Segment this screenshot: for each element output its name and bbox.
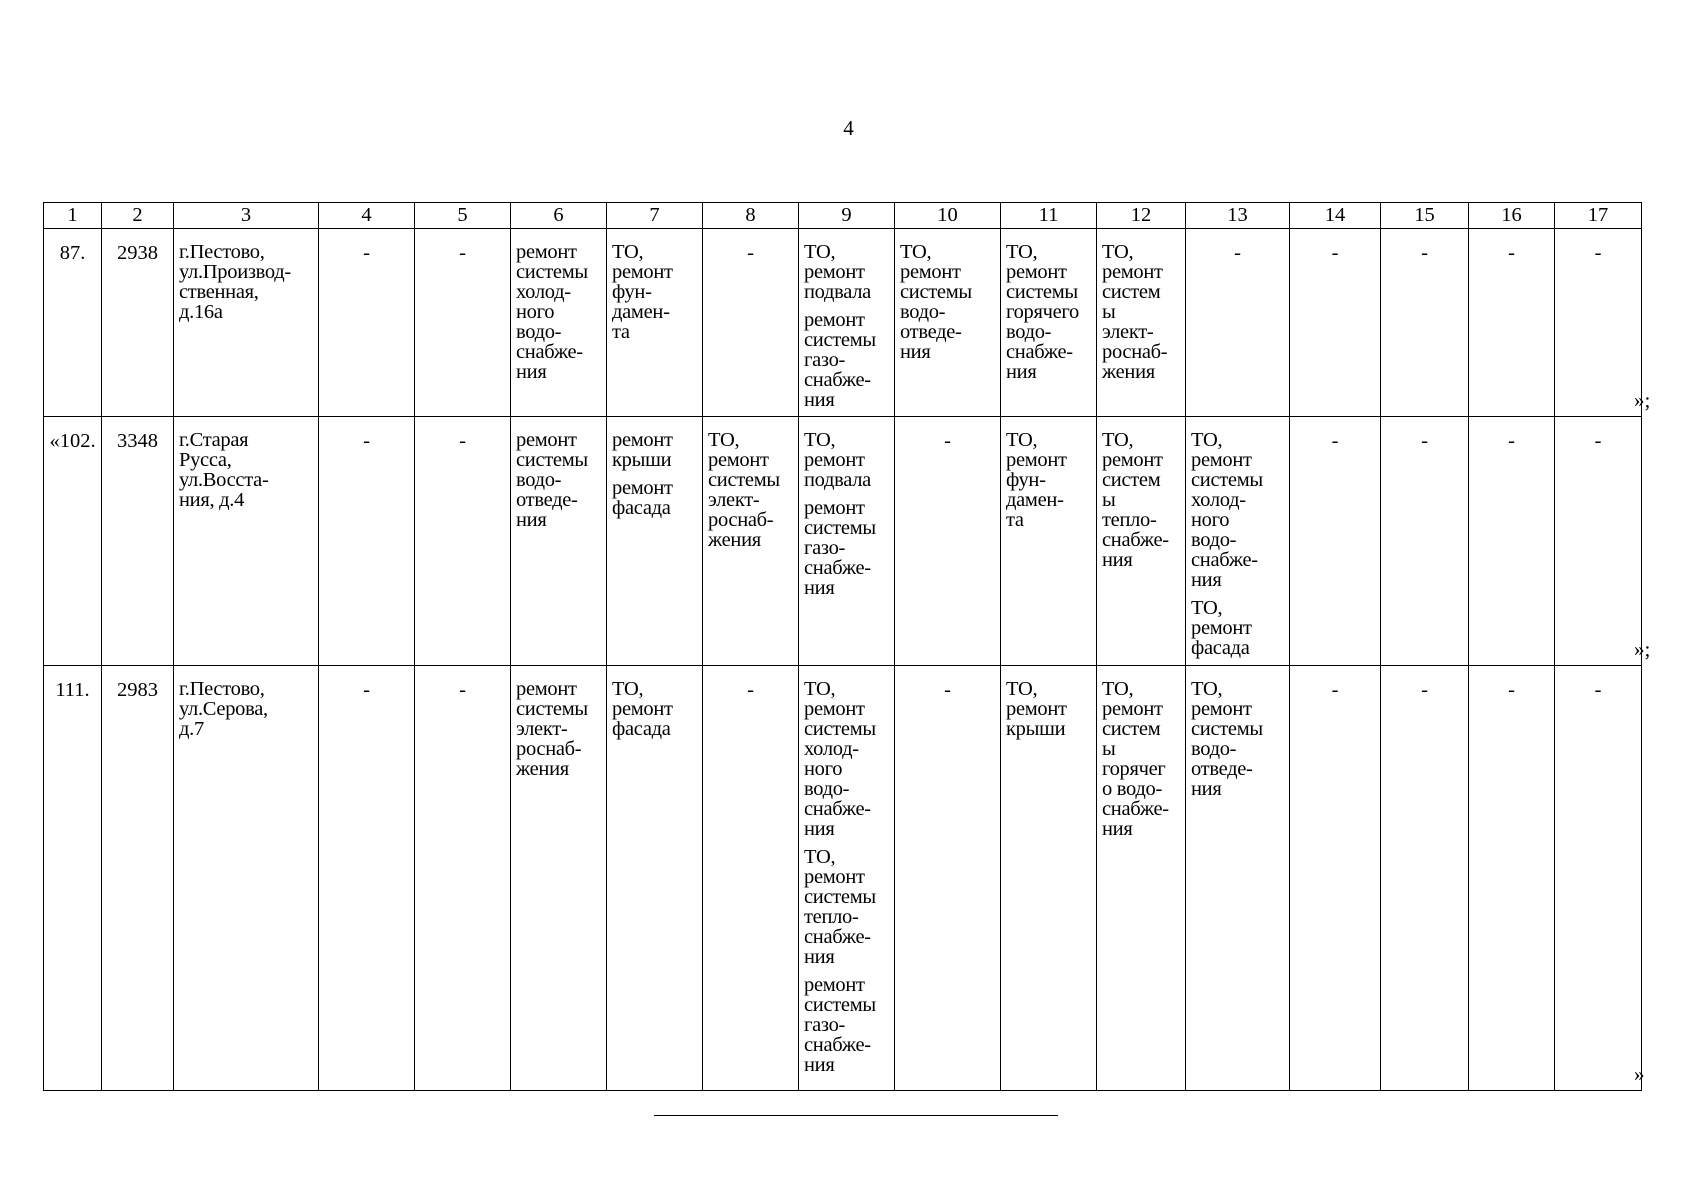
dash: - xyxy=(1421,430,1428,452)
empty-cell-col15 xyxy=(1381,417,1469,666)
work-entry: ремонт системы водо- отведе- ния xyxy=(516,429,588,531)
work-entry: ремонт крыши xyxy=(612,429,673,471)
address-cell xyxy=(174,417,319,666)
work-entry: ТО, ремонт системы элект- роснаб- жения xyxy=(708,429,780,551)
work-cell-col6 xyxy=(511,417,607,666)
work-cell-col9 xyxy=(799,666,895,1091)
work-cell-col11 xyxy=(1001,417,1097,666)
dash: - xyxy=(459,679,466,701)
work-entry: ТО, ремонт системы холод- ного водо- снабже- ния xyxy=(1191,429,1263,591)
work-entry: ремонт фасада xyxy=(612,477,673,519)
work-cell-col8 xyxy=(703,417,799,666)
empty-cell-col17 xyxy=(1555,229,1642,417)
column-number-10: 10 xyxy=(895,203,1001,229)
row-end-mark: » xyxy=(1634,1062,1645,1086)
column-number-1: 1 xyxy=(44,203,102,229)
work-entry: ТО, ремонт крыши xyxy=(1006,678,1067,740)
row-number: 111. xyxy=(55,679,90,701)
column-number-6: 6 xyxy=(511,203,607,229)
work-cell-col12 xyxy=(1097,229,1186,417)
dash: - xyxy=(1421,242,1428,264)
closing-rule xyxy=(654,1115,1058,1116)
row-end-mark: »; xyxy=(1634,388,1651,412)
empty-cell-col16 xyxy=(1469,666,1555,1091)
column-number-17: 17 xyxy=(1555,203,1642,229)
work-entry: ремонт системы газо- снабже- ния xyxy=(804,497,876,599)
address: г.Пестово, ул.Производ- ственная, д.16а xyxy=(179,241,291,323)
building-code: 3348 xyxy=(117,430,158,452)
empty-cell-col10 xyxy=(895,666,1001,1091)
dash: - xyxy=(1594,430,1602,452)
dash: - xyxy=(747,242,754,264)
empty-cell-col16 xyxy=(1469,229,1555,417)
work-entry: ремонт системы холод- ного водо- снабже- ния xyxy=(516,241,588,383)
work-cell-col10 xyxy=(895,229,1001,417)
empty-cell-col5 xyxy=(415,229,511,417)
empty-cell-col13 xyxy=(1186,229,1290,417)
empty-cell-col8 xyxy=(703,666,799,1091)
column-number-14: 14 xyxy=(1290,203,1381,229)
work-cell-col7 xyxy=(607,417,703,666)
empty-cell-col5 xyxy=(415,666,511,1091)
work-entry: ТО, ремонт системы тепло- снабже- ния xyxy=(804,846,876,968)
building-code: 2938 xyxy=(117,242,158,264)
address: г.Пестово, ул.Серова, д.7 xyxy=(179,678,268,740)
dash: - xyxy=(363,430,370,452)
dash: - xyxy=(1508,679,1515,701)
work-entry: ТО, ремонт фасада xyxy=(612,678,673,740)
work-entry: ремонт системы газо- снабже- ния xyxy=(804,309,876,411)
building-code: 2983 xyxy=(117,679,158,701)
dash: - xyxy=(944,679,951,701)
empty-cell-col17 xyxy=(1555,666,1642,1091)
work-entry: ТО, ремонт фун- дамен- та xyxy=(1006,429,1067,531)
address-cell xyxy=(174,666,319,1091)
table-row xyxy=(44,417,1642,666)
empty-cell-col14 xyxy=(1290,417,1381,666)
column-number-11: 11 xyxy=(1001,203,1097,229)
column-number-4: 4 xyxy=(319,203,415,229)
page-number: 4 xyxy=(843,116,854,140)
dash: - xyxy=(459,430,466,452)
work-cell-col6 xyxy=(511,229,607,417)
work-cell-col9 xyxy=(799,229,895,417)
column-number-7: 7 xyxy=(607,203,703,229)
column-number-5: 5 xyxy=(415,203,511,229)
dash: - xyxy=(1331,242,1339,264)
column-number-13: 13 xyxy=(1186,203,1290,229)
work-entry: ТО, ремонт подвала xyxy=(804,429,871,491)
dash: - xyxy=(459,242,466,264)
work-entry: ТО, ремонт систем ы элект- роснаб- жения xyxy=(1102,241,1168,383)
column-number-16: 16 xyxy=(1469,203,1555,229)
row-end-mark: »; xyxy=(1634,637,1651,661)
column-number-9: 9 xyxy=(799,203,895,229)
dash: - xyxy=(1508,430,1515,452)
address: г.Старая Русса, ул.Восста- ния, д.4 xyxy=(179,429,269,511)
work-entry: ТО, ремонт системы водо- отведе- ния xyxy=(1191,678,1263,800)
row-number-cell xyxy=(44,666,102,1091)
work-entry: ТО, ремонт подвала xyxy=(804,241,871,303)
empty-cell-col4 xyxy=(319,417,415,666)
empty-cell-col16 xyxy=(1469,417,1555,666)
row-number: «102. xyxy=(49,430,96,452)
work-cell-col7 xyxy=(607,666,703,1091)
work-entry: ремонт системы элект- роснаб- жения xyxy=(516,678,588,780)
empty-cell-col10 xyxy=(895,417,1001,666)
dash: - xyxy=(1594,242,1602,264)
dash: - xyxy=(1421,679,1428,701)
dash: - xyxy=(363,679,370,701)
dash: - xyxy=(747,679,754,701)
work-entry: ТО, ремонт систем ы тепло- снабже- ния xyxy=(1102,429,1169,571)
work-cell-col7 xyxy=(607,229,703,417)
code-cell xyxy=(102,666,174,1091)
column-number-3: 3 xyxy=(174,203,319,229)
empty-cell-col8 xyxy=(703,229,799,417)
dash: - xyxy=(1331,430,1339,452)
work-schedule-table xyxy=(43,202,1642,1091)
row-number-cell xyxy=(44,417,102,666)
work-entry: ТО, ремонт системы водо- отведе- ния xyxy=(900,241,972,363)
work-cell-col6 xyxy=(511,666,607,1091)
empty-cell-col14 xyxy=(1290,666,1381,1091)
code-cell xyxy=(102,229,174,417)
empty-cell-col15 xyxy=(1381,666,1469,1091)
dash: - xyxy=(1331,679,1339,701)
table-row xyxy=(44,229,1642,417)
work-entry: ТО, ремонт системы холод- ного водо- снабже- ния xyxy=(804,678,876,840)
work-entry: ТО, ремонт системы горячего водо- снабже- ния xyxy=(1006,241,1079,383)
empty-cell-col15 xyxy=(1381,229,1469,417)
dash: - xyxy=(1508,242,1515,264)
work-cell-col12 xyxy=(1097,666,1186,1091)
column-number-row xyxy=(44,203,1642,229)
column-number-12: 12 xyxy=(1097,203,1186,229)
work-cell-col13 xyxy=(1186,417,1290,666)
column-number-15: 15 xyxy=(1381,203,1469,229)
work-entry: ТО, ремонт фасада xyxy=(1191,597,1252,659)
dash: - xyxy=(363,242,370,264)
empty-cell-col5 xyxy=(415,417,511,666)
work-entry: ТО, ремонт фун- дамен- та xyxy=(612,241,673,343)
work-cell-col11 xyxy=(1001,229,1097,417)
row-number-cell xyxy=(44,229,102,417)
work-cell-col12 xyxy=(1097,417,1186,666)
empty-cell-col4 xyxy=(319,229,415,417)
work-entry: ТО, ремонт систем ы горячег о водо- снабже- ния xyxy=(1102,678,1169,840)
dash: - xyxy=(944,430,951,452)
work-cell-col11 xyxy=(1001,666,1097,1091)
empty-cell-col4 xyxy=(319,666,415,1091)
dash: - xyxy=(1234,242,1241,264)
address-cell xyxy=(174,229,319,417)
work-entry: ремонт системы газо- снабже- ния xyxy=(804,974,876,1076)
row-number: 87. xyxy=(59,242,86,264)
empty-cell-col17 xyxy=(1555,417,1642,666)
code-cell xyxy=(102,417,174,666)
empty-cell-col14 xyxy=(1290,229,1381,417)
table-row xyxy=(44,666,1642,1091)
dash: - xyxy=(1594,679,1602,701)
column-number-2: 2 xyxy=(102,203,174,229)
work-cell-col13 xyxy=(1186,666,1290,1091)
work-cell-col9 xyxy=(799,417,895,666)
column-number-8: 8 xyxy=(703,203,799,229)
